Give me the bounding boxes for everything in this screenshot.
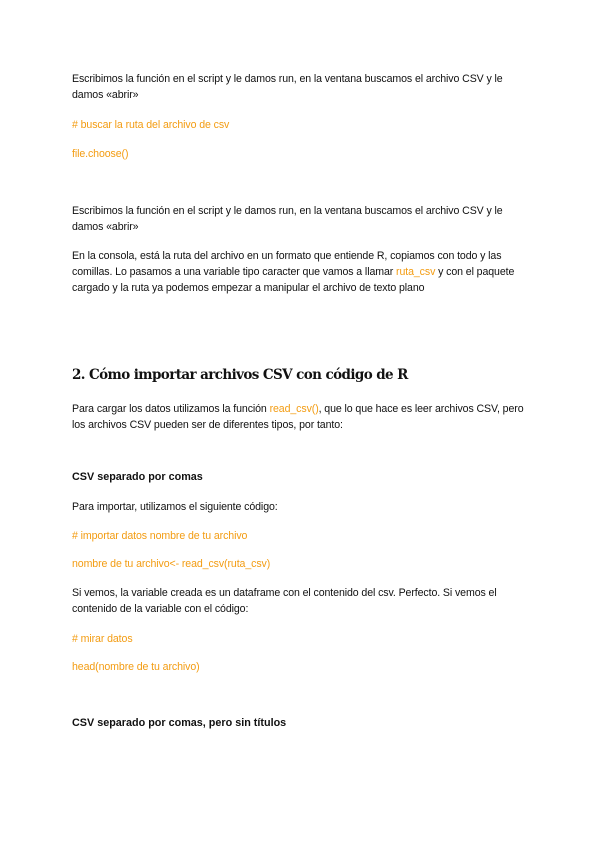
subheading-no-titles: CSV separado por comas, pero sin títulos	[72, 717, 287, 729]
paragraph-console	[72, 248, 532, 296]
section-heading: 2. Cómo importar archivos CSV con código de R	[72, 367, 408, 383]
paragraph-load-data	[72, 401, 532, 433]
paragraph-import: Para importar, utilizamos el siguiente código:	[72, 501, 278, 513]
inline-code-ruta-csv: ruta_csv	[396, 266, 436, 278]
console-text-after: y con el paquete cargado y la ruta ya podemos empezar a manipular el archivo de texto plano	[72, 266, 515, 294]
code-comment-find-path: # buscar la ruta del archivo de csv	[72, 119, 230, 131]
code-comment-view: # mirar datos	[72, 633, 133, 645]
subheading-comma-separated: CSV separado por comas	[72, 471, 203, 483]
code-head: head(nombre de tu archivo)	[72, 661, 200, 673]
code-read-csv: nombre de tu archivo<- read_csv(ruta_csv)	[72, 558, 271, 570]
paragraph-intro-2: Escribimos la función en el script y le damos run, en la ventana buscamos el archivo CSV y le damos «abrir»	[72, 205, 503, 233]
load-text-before: Para cargar los datos utilizamos la función	[72, 403, 270, 415]
paragraph-intro-1: Escribimos la función en el script y le damos run, en la ventana buscamos el archivo CSV y le damos «abrir»	[72, 73, 503, 101]
paragraph-dataframe: Si vemos, la variable creada es un dataframe con el contenido del csv. Perfecto. Si vemos el contenido de la variable con el código:	[72, 587, 497, 615]
console-text-before: En la consola, está la ruta del archivo en un formato que entiende R, copiamos con todo y las comillas. Lo pasamos a una variable tipo caracter que vamos a llamar	[72, 250, 502, 278]
load-text-after: , que lo que hace es leer archivos CSV, pero los archivos CSV pueden ser de diferentes tipos, por tanto:	[72, 403, 524, 431]
code-file-choose: file.choose()	[72, 148, 129, 160]
code-comment-import: # importar datos nombre de tu archivo	[72, 530, 248, 542]
inline-code-read-csv: read_csv()	[269, 403, 319, 415]
